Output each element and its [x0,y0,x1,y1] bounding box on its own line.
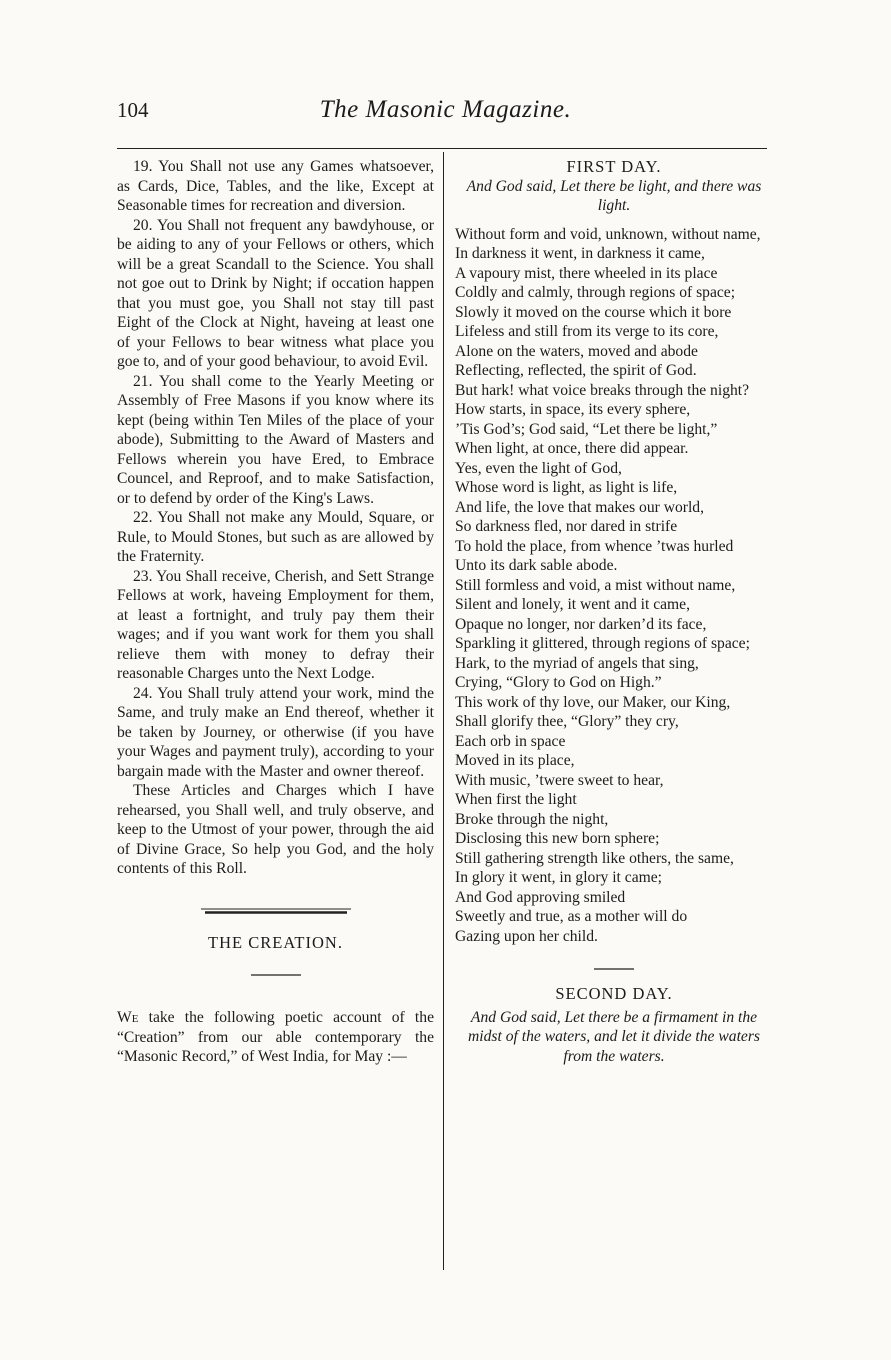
poem-line: Broke through the night, [455,810,609,828]
poem-line: But hark! what voice breaks through the night? [455,381,750,399]
article-24: 24. You Shall truly attend your work, mind the Same, and truly make an End thereof, whether it be taken by Journey, or otherwise (if you have your Wages and payment truly), according to your bargain made with the Master and owner thereof. [117,684,434,780]
section-title: THE CREATION. [208,932,343,952]
poem-line: To hold the place, from whence ’twas hurled [455,537,734,555]
poem-line: And God approving smiled [455,888,626,906]
poem-line: Reflecting, reflected, the spirit of God. [455,362,697,379]
poem-line: Coldly and calmly, through regions of space; [455,284,736,301]
poem-line: And life, the love that makes our world, [455,498,705,516]
poem-line: Yes, even the light of God, [455,459,622,477]
article-20: 20. You Shall not frequent any bawdyhouse, or be aiding to any of your Fellows or others, which will be a great Scandall to the Science. You shall not goe out to Drink by Night; if occation happen that you must goe, you Shall not stay till past Eight of the Clock at Night, haveing at least one of your Fellows to bear witness what place you goe to, and of your good behaviour, to avoid Evil. [117,216,434,370]
second-day-epigraph: And God said, Let there be a firmament in the midst of the waters, and let it divide the waters from the waters. [468,1008,760,1065]
poem-line: Sparkling it glittered, through regions of space; [455,635,750,652]
poem-line: When first the light [455,791,577,808]
article-21: 21. You shall come to the Yearly Meeting or Assembly of Free Masons if you know where its kept (being within Ten Miles of the place of your abode), Submitting to the Award of Masters and Fellows wherein you have Ered, to Embrace Councel, and Reproof, and to make Satisfaction, or to defend by order of the King's Laws. [117,372,434,507]
closing-charge: These Articles and Charges which I have rehearsed, you Shall well, and truly observe, and keep to the Utmost of your power, through the aid of Divine Grace, So help you God, and the holy contents of this Roll. [117,782,434,877]
column-divider [443,152,444,1270]
poem-line: Silent and lonely, it went and it came, [455,596,691,613]
poem-line: This work of thy love, our Maker, our King, [455,693,731,711]
poem-line: Still gathering strength like others, the same, [455,849,734,867]
poem-line: Opaque no longer, nor darken’d its face, [455,615,707,633]
poem-line: With music, ’twere sweet to hear, [455,771,664,789]
second-day-heading: SECOND DAY. [555,984,673,1003]
poem-line: When light, at once, there did appear. [455,440,689,457]
running-title: The Masonic Magazine. [319,96,572,123]
poem-line: In darkness it went, in darkness it came, [455,245,705,262]
poem-line: A vapoury mist, there wheeled in its place [455,264,718,282]
day-dash-ornament [594,966,634,972]
poem-line: Whose word is light, as light is life, [455,479,678,496]
poem-line: Still formless and void, a mist without name, [455,576,736,594]
poem-line: Sweetly and true, as a mother will do [455,908,688,925]
first-day-poem [455,225,773,947]
poem-line: ’Tis God’s; God said, “Let there be light,” [455,420,718,438]
poem-line: Disclosing this new born sphere; [455,830,660,847]
right-column [455,157,773,1066]
poem-line: In glory it went, in glory it came; [455,869,663,886]
page-number: 104 [117,98,149,122]
article-19: 19. You Shall not use any Games whatsoever, as Cards, Dice, Tables, and the like, Except at Seasonable times for recreation and diversion. [117,158,434,214]
poem-line: Without form and void, unknown, without name, [455,225,761,243]
article-22: 22. You Shall not make any Mould, Square, or Rule, to Mould Stones, but such as are allowed by the Fraternity. [117,509,434,565]
poem-line: Moved in its place, [455,752,575,769]
header-rule [117,148,767,149]
poem-line: Alone on the waters, moved and abode [455,342,698,360]
creation-intro [117,1008,434,1067]
poem-line: Lifeless and still from its verge to its core, [455,323,719,340]
left-column [117,157,434,1067]
poem-line: Each orb in space [455,732,566,750]
poem-line: Shall glorify thee, “Glory” they cry, [455,713,679,730]
poem-line: Crying, “Glory to God on High.” [455,674,662,691]
article-23: 23. You Shall receive, Cherish, and Sett Strange Fellows at work, haveing Employment for them, at least a fortnight, and truly pay them their wages; and if you want work for them you shall relieve them with money to defray their reasonable Charges unto the Next Lodge. [117,567,434,682]
title-dash-ornament [251,972,301,978]
first-day-heading: FIRST DAY. [566,157,662,176]
poem-line: How starts, in space, its every sphere, [455,401,691,418]
intro-text: take the following poetic account of the “Creation” from our able contemporary the “Masonic Record,” of West India, for May :— [117,1009,434,1065]
intro-dropcap: We [117,1009,139,1026]
poem-line: Unto its dark sable abode. [455,557,618,574]
section-ornament-rule [201,907,351,915]
poem-line: Hark, to the myriad of angels that sing, [455,654,699,672]
poem-line: Gazing upon her child. [455,927,598,945]
poem-line: So darkness fled, nor dared in strife [455,518,678,535]
first-day-epigraph: And God said, Let there be light, and there was light. [466,177,762,214]
poem-line: Slowly it moved on the course which it bore [455,303,732,321]
